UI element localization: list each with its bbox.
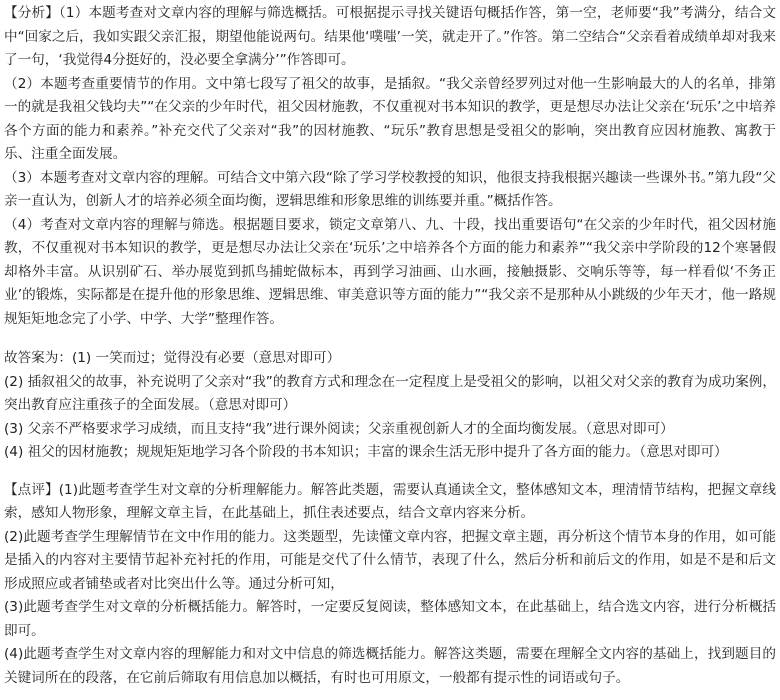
analysis-part-1: 【分析】（1）本题考查对文章内容的理解与筛选概括。可根据提示寻找关键语句概括作答，第一空，老师要“我”考满分，结合文中“回家之后，我如实跟父亲汇报，期望他能说两句。结果他‘噗嗤’一笑，就走开了。”作答。第二空结合“父亲看着成绩单却对我来了一句，‘我觉得4分挺好的，没必要全拿满分’”作答即可。 (4, 5, 776, 68)
comment-4: (4)此题考查学生对文章内容的理解能力和对文中信息的筛选概括能力。解答这类题，需要在理解全文内容的基础上，找到题目的关键词所在的段落，在它前后筛取有用信息加以概括，有时也可用原文，一般都有提示性的词语或句子。 (4, 646, 776, 686)
answer-4: (4) 祖父的因材施教；规规矩矩地学习各个阶段的书本知识；丰富的课余生活无形中提升了各方面的能力。（意思对即可） (4, 444, 728, 460)
analysis-part-4: （4）考查对文章内容的理解与筛选。根据题目要求，锁定文章第八、九、十段，找出重要语句“在父亲的少年时代，祖父因材施教，不仅重视对书本知识的教学，更是想尽办法让父亲在‘玩乐’之中培养各个方面的能力和素养”“我父亲中学阶段的12个寒暑假却格外丰富。从识别矿石、举办展览到抓鸟捕蛇做标本，再到学习油画、山水画，接触摄影、交响乐等等，每一样看似‘不务正业’的锻炼，实际都是在提升他的形象思维、逻辑思维、审美意识等方面的能力”“我父亲不是那种从小跳级的少年天才，他一路规规矩矩地念完了小学、中学、大学”整理作答。 (4, 216, 776, 327)
answer-2: (2) 插叙祖父的故事，补充说明了父亲对“我”的教育方式和理念在一定程度上是受祖父的影响，以祖父对父亲的教育为成功案例，突出教育应注重孩子的全面发展。（意思对即可） (4, 373, 776, 413)
comment-1: 【点评】(1)此题考查学生对文章的分析理解能力。解答此类题，需要认真通读全文，整体感知文本，理清情节结构，把握文章线索，感知人物形象，理解文章主旨，在此基础上，抓住表述要点，结合文章内容来分析。 (4, 481, 776, 521)
comment-2: (2)此题考查学生理解情节在文中作用的能力。这类题型，先读懂文章内容，把握文章主题，再分析这个情节本身的作用，如可能是插入的内容对主要情节起补充衬托的作用，可能是交代了什么情节，表现了什么，然后分析和前后文的作用，如是不是和后文形成照应或者铺垫或者对比突出什么等。通过分析可知， (4, 528, 776, 592)
comment-section (4, 479, 776, 691)
answer-heading: 故答案为：(1) 一笑而过；觉得没有必要（意思对即可） (4, 350, 341, 366)
spacer (4, 331, 776, 347)
comment-3: (3)此题考查学生对文章的分析概括能力。解答时，一定要反复阅读，整体感知文本，在此基础上，结合选文内容，进行分析概括即可。 (4, 599, 776, 639)
analysis-part-3: （3）本题考查对文章内容的理解。可结合文中第六段“除了学习学校教授的知识，他很支持我根据兴趣读一些课外书。”第九段“父亲一直认为，创新人才的培养必须全面均衡，逻辑思维和形象思维的训练要并重。”概括作答。 (4, 169, 776, 209)
analysis-section (4, 2, 776, 331)
answer-section (4, 347, 776, 465)
analysis-part-2: （2）本题考查重要情节的作用。文中第七段写了祖父的故事，是插叙。“我父亲曾经罗列过对他一生影响最大的人的名单，排第一的就是我祖父钱均夫”“在父亲的少年时代，祖父因材施教，不仅重视对书本知识的教学，更是想尽办法让父亲在‘玩乐’之中培养各个方面的能力和素养。”补充交代了父亲对“我”的因材施教、“玩乐”教育思想是受祖父的影响，突出教育应因材施教、寓教于乐、注重全面发展。 (4, 75, 776, 162)
spacer (4, 465, 776, 479)
answer-3: (3) 父亲不严格要求学习成绩，而且支持“我”进行课外阅读；父亲重视创新人才的全面均衡发展。（意思对即可） (4, 420, 674, 437)
